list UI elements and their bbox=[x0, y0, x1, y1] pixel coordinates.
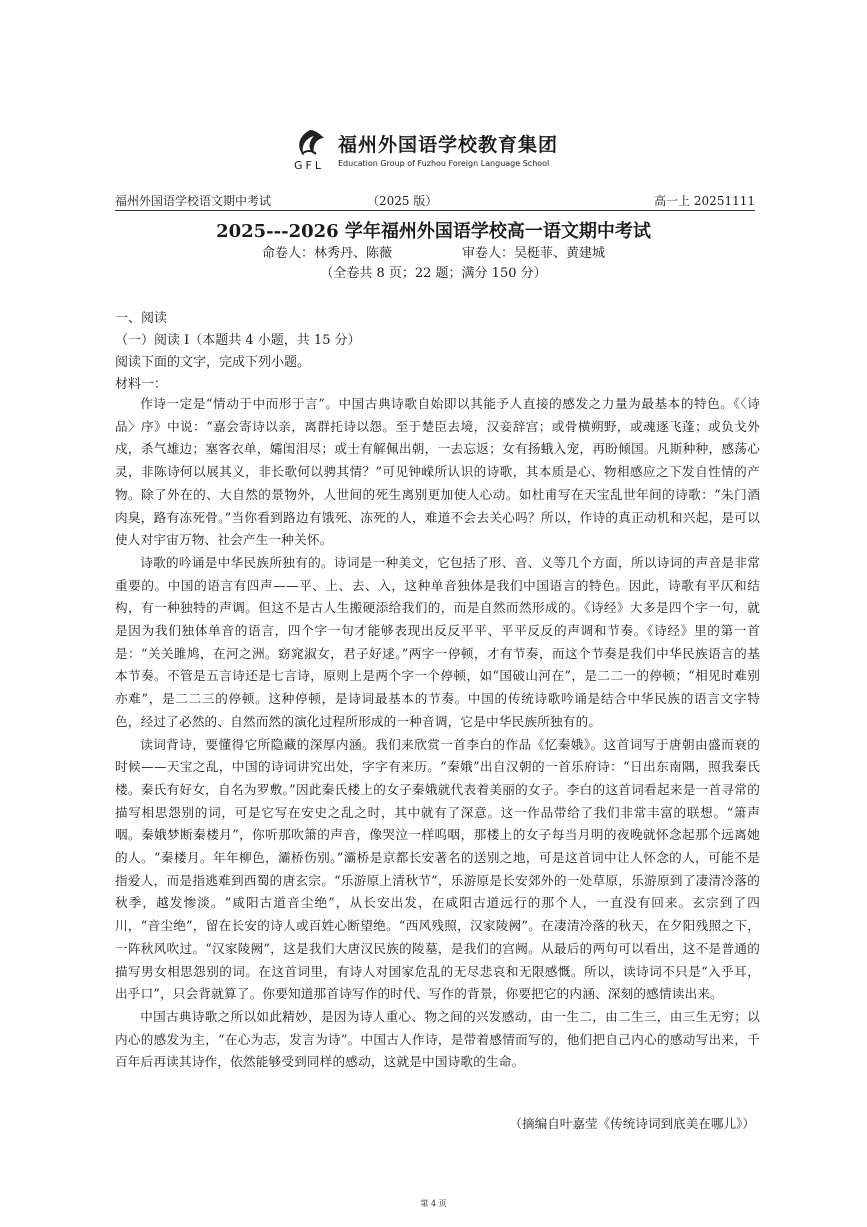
header-left: 福州外国语学校语文期中考试 bbox=[115, 194, 272, 208]
header-right: 高一上 20251111 bbox=[654, 194, 755, 208]
paragraph: 中国古典诗歌之所以如此精妙，是因为诗人重心、物之间的兴发感动，由一生二，由二生三，由三生无穷；以内心的感发为主，“在心为志，发言为诗”。中国古人作诗，是带着感情而写的，他们把自己内心的感动写出来，千百年后再读其诗作，依然能够受到同样的感动，这就是中国诗歌的生命。 bbox=[115, 1008, 760, 1070]
instruction: 阅读下面的文字，完成下列小题。 bbox=[115, 355, 311, 370]
exam-authors bbox=[0, 242, 867, 261]
passage bbox=[115, 393, 760, 1074]
school-logo bbox=[288, 126, 588, 176]
subsection-heading: （一）阅读 I（本题共 4 小题，共 15 分） bbox=[115, 333, 361, 348]
header-middle: （2025 版） bbox=[367, 194, 438, 208]
citation: （摘编自叶嘉莹《传统诗词到底美在哪儿》） bbox=[509, 1116, 755, 1131]
logo-english-name: Education Group of Fuzhou Foreign Language School bbox=[338, 159, 550, 168]
page-number: 第 4 页 bbox=[420, 1199, 447, 1208]
exam-meta: （全卷共 8 页；22 题；满分 150 分） bbox=[320, 266, 547, 281]
paragraph: 读词背诗，要懂得它所隐藏的深厚内涵。我们来欣赏一首李白的作品《忆秦娥》。这首词写于唐朝由盛而衰的时候——天宝之乱，中国的诗词讲究出处，字字有来历。“秦娥”出自汉朝的一首乐府诗：“日出东南隅，照我秦氏楼。秦氏有好女，自名为罗敷。”因此秦氏楼上的女子秦娥就代表着美丽的女子。李白的这首词看起来是一首寻常的描写相思怨别的词，可是它写在安史之乱之时，其中就有了深意。这一作品带给了我们非常丰富的联想。“箫声咽。秦娥梦断秦楼月”，你听那吹箫的声音，像哭泣一样呜咽，那楼上的女子每当月明的夜晚就怀念起那个远离她的人。“秦楼月。年年柳色，灞桥伤别。”灞桥是京都长安著名的送别之地，可是这首词中让人怀念的人，可能不是指爱人，而是指逃难到西蜀的唐玄宗。“乐游原上清秋节”，乐游原是长安郊外的一处草原，乐游原到了凄清冷落的秋季，越发惨淡。“咸阳古道音尘绝”，从长安出发，在咸阳古道远行的那个人，一直没有回来。玄宗到了四川，“音尘绝”，留在长安的诗人或百姓心断望绝。“西风残照，汉家陵阙”。在凄清冷落的秋天，在夕阳残照之下，一阵秋风吹过。“汉家陵阙”，这是我们大唐汉民族的陵墓，是我们的宫阙。从最后的两句可以看出，这不是普通的描写男女相思怨别的词。在这首词里，有诗人对国家危乱的无尽悲哀和无限感慨。所以，读诗词不只是“入乎耳，出乎口”，只会背就算了。你要知道那首诗写作的时代、写作的背景，你要把它的内涵、深刻的感情读出来。 bbox=[115, 736, 760, 1002]
exam-title: 2025---2026 学年福州外国语学校高一语文期中考试 bbox=[216, 221, 651, 242]
running-header bbox=[115, 192, 755, 211]
paragraph: 作诗一定是“情动于中而形于言”。中国古典诗歌自始即以其能予人直接的感发之力量为最基本的特色。《〈诗品〉序》中说：“嘉会寄诗以亲，离群托诗以怨。至于楚臣去境，汉妾辞宫；或骨横朔野，或魂逐飞蓬；或负戈外戍，杀气雄边；塞客衣单，孀闺泪尽；或士有解佩出朝，一去忘返；女有扬蛾入宠，再盼倾国。凡斯种种，感荡心灵，非陈诗何以展其义，非长歌何以骋其情？”可见钟嵘所认识的诗歌，其本质是心、物相感应之下发自性情的产物。除了外在的、大自然的景物外，人世间的死生离别更加使人心动。如杜甫写在天宝乱世年间的诗歌：“朱门酒肉臭，路有冻死骨。”当你看到路边有饿死、冻死的人，难道不会去关心吗？所以，作诗的真正动机和兴起，是可以使人对宇宙万物、社会产生一种关怀。 bbox=[115, 396, 760, 548]
material-label: 材料一： bbox=[115, 377, 168, 392]
logo-chinese-name: 福州外国语学校教育集团 bbox=[338, 134, 559, 156]
reviewers: 审卷人：吴梃菲、黄建城 bbox=[462, 246, 606, 261]
paragraph: 诗歌的吟诵是中华民族所独有的。诗词是一种美文，它包括了形、音、义等几个方面，所以诗词的声音是非常重要的。中国的语言有四声——平、上、去、入，这种单音独体是我们中国语言的特色。因此，诗歌有平仄和结构，有一种独特的声调。但这不是古人生搬硬添给我们的，而是自然而然形成的。《诗经》大多是四个字一句，就是因为我们独体单音的语言，四个字一句才能够表现出反反平平、平平反反的声调和节奏。《诗经》里的第一首是：“关关雎鸠，在河之洲。窈窕淑女，君子好逑。”两字一停顿，才有节奏，而这个节奏是我们中华民族语言的基本节奏。不管是五言诗还是七言诗，原则上是两个字一个停顿，如“国破山河在”，是二二一的停顿；“相见时难别亦难”，是二二三的停顿。这种停顿，是诗词最基本的节奏。中国的传统诗歌吟诵是结合中华民族的语言文字特色，经过了必然的、自然而然的演化过程所形成的一种音调，它是中华民族所独有的。 bbox=[115, 554, 760, 729]
section-heading: 一、阅读 bbox=[115, 311, 168, 326]
logo-abbreviation: GFL bbox=[294, 159, 324, 172]
setters: 命卷人：林秀丹、陈薇 bbox=[261, 246, 392, 261]
